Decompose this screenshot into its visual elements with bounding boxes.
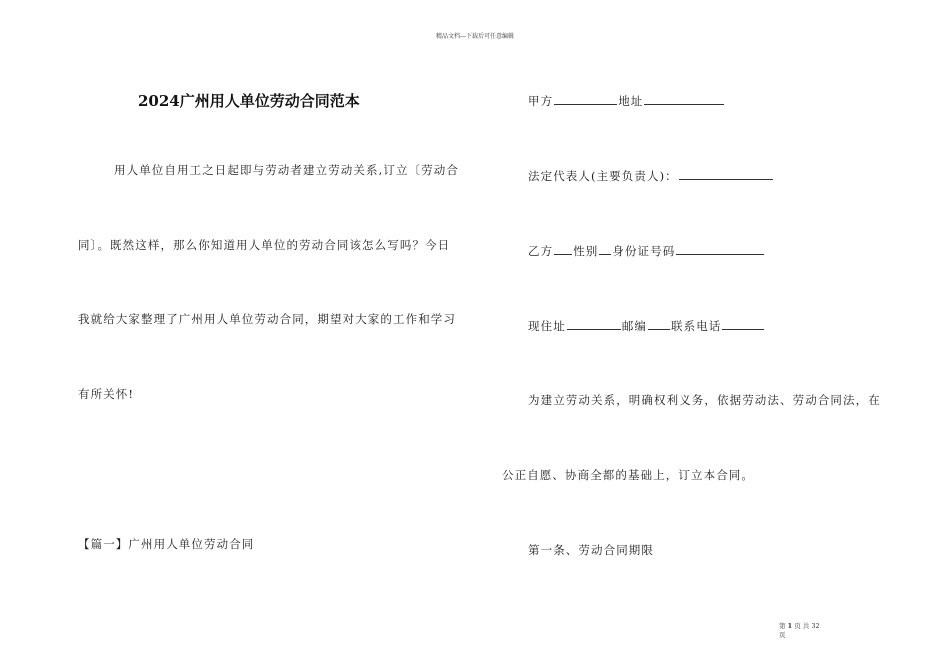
residence-line xyxy=(528,318,765,334)
article-1-heading: 第一条、劳动合同期限 xyxy=(528,543,654,557)
page-total: 32 xyxy=(811,622,820,630)
gender-label: 性别 xyxy=(573,244,599,258)
residence-label: 现住址 xyxy=(528,319,566,333)
postcode-label: 邮编 xyxy=(621,319,648,333)
purpose-line-1: 为建立劳动关系，明确权利义务，依据劳动法、劳动合同法，在 xyxy=(528,393,881,407)
header-note: 精品文档---下载后可任意编辑 xyxy=(435,33,515,40)
party-b-line xyxy=(528,243,765,259)
intro-line-3: 我就给大家整理了广州用人单位劳动合同，期望对大家的工作和学习 xyxy=(78,312,456,326)
id-blank xyxy=(676,243,764,255)
party-a-address-label: 地址 xyxy=(618,94,644,108)
legal-rep-blank xyxy=(679,168,773,180)
residence-blank xyxy=(567,318,621,330)
phone-label: 联系电话 xyxy=(671,319,722,333)
party-a-line xyxy=(528,93,725,109)
page-number xyxy=(779,622,839,640)
intro-line-4: 有所关怀! xyxy=(78,387,135,401)
intro-line-1: 用人单位自用工之日起即与劳动者建立劳动关系,订立〔劳动合 xyxy=(114,163,459,177)
document-title: 2024广州用人单位劳动合同范本 xyxy=(138,92,360,110)
party-a-name-blank xyxy=(554,93,617,105)
purpose-line-2: 公正自愿、协商全都的基础上，订立本合同。 xyxy=(502,468,754,482)
legal-rep-label: 法定代表人(主要负责人)： xyxy=(528,169,678,183)
id-label: 身份证号码 xyxy=(612,244,676,258)
page-prefix: 第 xyxy=(779,622,786,630)
gender-blank xyxy=(599,243,611,255)
legal-rep-line xyxy=(528,168,774,184)
party-a-address-blank xyxy=(644,93,724,105)
party-b-name-blank xyxy=(554,243,572,255)
page-suffix: 页 xyxy=(779,631,786,639)
page-mid: 页 共 xyxy=(794,622,810,630)
postcode-blank xyxy=(648,318,670,330)
phone-blank xyxy=(722,318,764,330)
intro-line-2: 同〕。既然这样，那么你知道用人单位的劳动合同该怎么写吗？今日 xyxy=(78,238,451,252)
party-b-label: 乙方 xyxy=(528,244,554,258)
page-current: 1 xyxy=(787,622,793,630)
party-a-label: 甲方 xyxy=(528,94,554,108)
section-heading: 【篇一】广州用人单位劳动合同 xyxy=(78,537,255,551)
